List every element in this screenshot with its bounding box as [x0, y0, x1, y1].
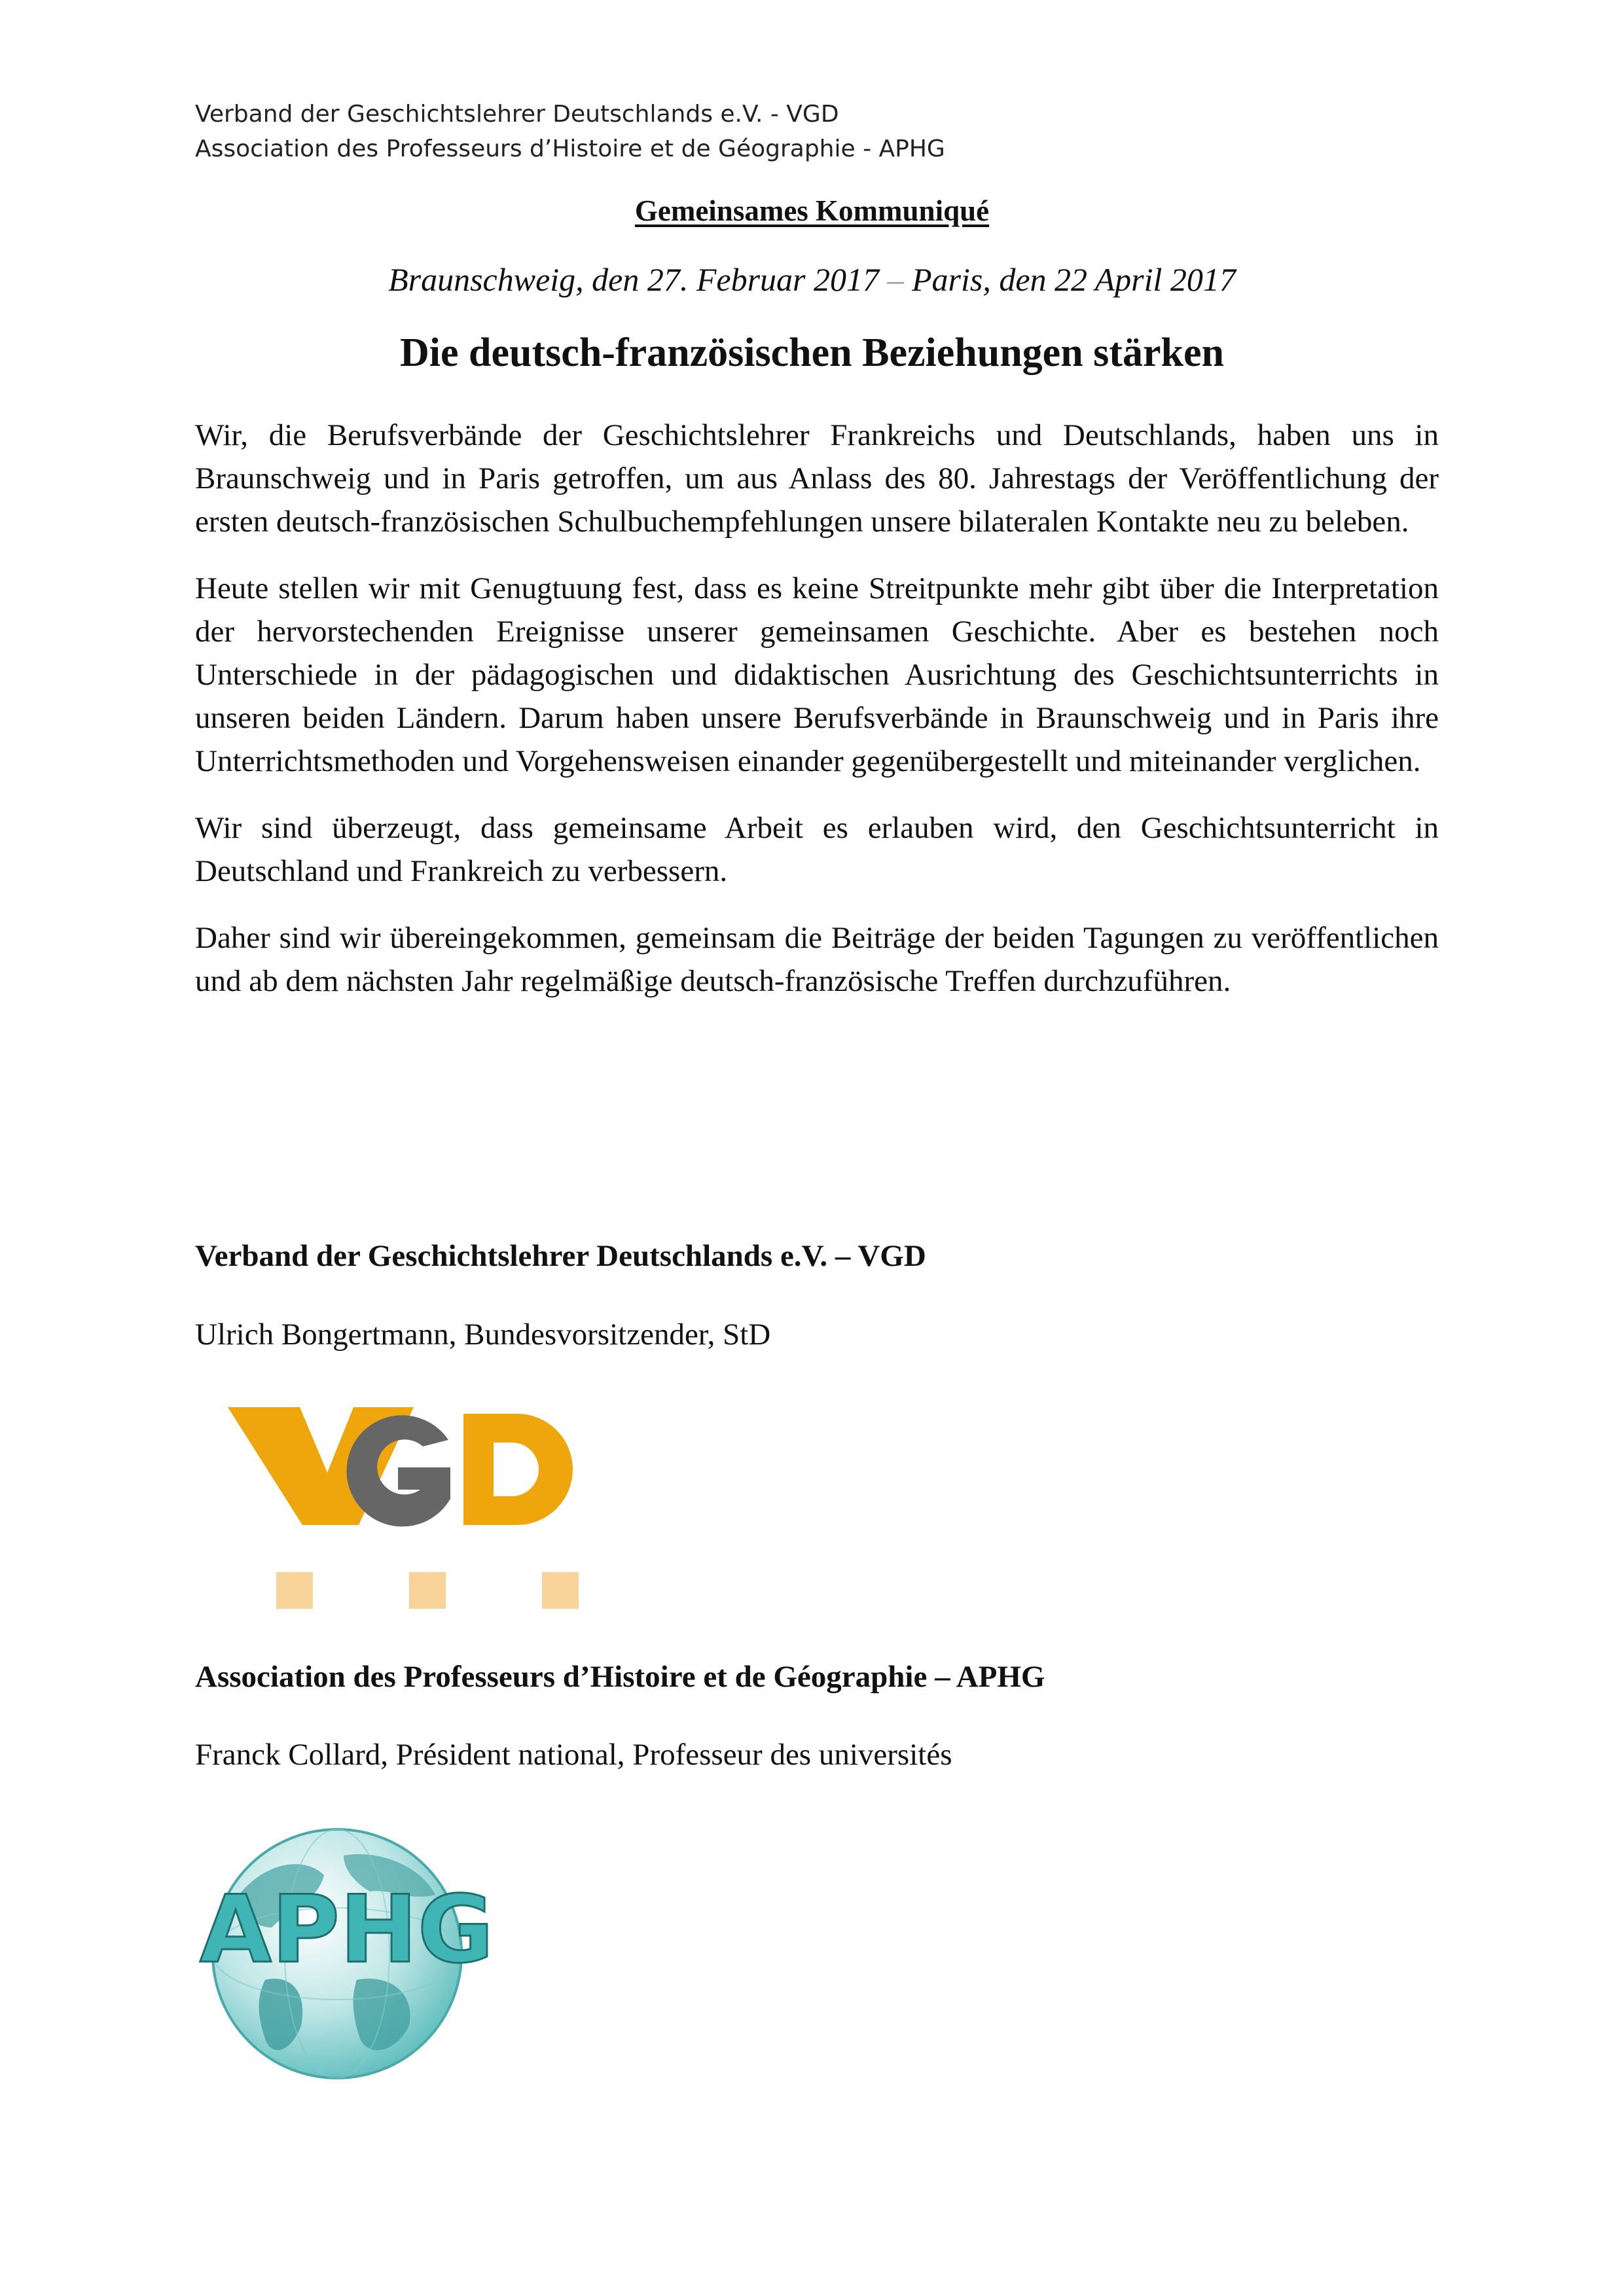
- letterhead: [195, 97, 1439, 166]
- vgd-logo: [223, 1401, 615, 1610]
- aphg-org-name: Association des Professeurs d’Histoire et de Géographie – APHG: [195, 1660, 1045, 1694]
- paragraph: Daher sind wir übereingekommen, gemeinsam die Beiträge der beiden Tagungen zu veröffentlichen und ab dem nächsten Jahr regelmäßige deutsch-französische Treffen durchzuführen.: [195, 921, 1439, 998]
- paragraph: Wir sind überzeugt, dass gemeinsame Arbeit es erlauben wird, den Geschichtsunterricht in Deutschland und Frankreich zu verbessern.: [195, 811, 1439, 888]
- dateline-separator: –: [887, 261, 904, 298]
- dateline-paris: Paris, den 22 April 2017: [912, 261, 1236, 298]
- communique-body: [195, 414, 1439, 1026]
- aphg-logo: [193, 1816, 507, 2091]
- aphg-logo-graphic: [193, 1816, 507, 2091]
- paragraph: Wir, die Berufsverbände der Geschichtslehrer Frankreichs und Deutschlands, haben uns in Braunschweig und in Paris getroffen, um aus Anlass des 80. Jahrestags der Veröffentlichung der ersten deutsch-französischen Schulbuchempfehlungen unsere bilateralen Kontakte neu zu beleben.: [195, 418, 1439, 539]
- dateline-braunschweig: Braunschweig, den 27. Februar 2017: [388, 261, 879, 298]
- paragraph: Heute stellen wir mit Genugtuung fest, dass es keine Streitpunkte mehr gibt über die Interpretation der hervorstechenden Ereignisse unserer gemeinsamen Geschichte. Aber es bestehen noch Unterschiede in der pädagogischen und didaktischen Ausrichtung des Geschichtsunterrichts in unseren beiden Ländern. Darum haben unsere Berufsverbände in Braunschweig und in Paris ihre Unterrichtsmethoden und Vorgehensweisen einander gegenübergestellt und miteinander verglichen.: [195, 571, 1439, 778]
- document-headline: Die deutsch-französischen Beziehungen stärken: [400, 331, 1224, 375]
- vgd-logo-graphic: [223, 1401, 615, 1610]
- vgd-org-name: Verband der Geschichtslehrer Deutschlands e.V. – VGD: [195, 1239, 926, 1273]
- letterhead-line-vgd: Verband der Geschichtslehrer Deutschlands e.V. - VGD: [195, 101, 839, 128]
- aphg-signatory: Franck Collard, Président national, Professeur des universités: [195, 1738, 952, 1772]
- document-subject: Gemeinsames Kommuniqué: [634, 194, 990, 227]
- dateline: [0, 260, 1624, 298]
- letterhead-line-aphg: Association des Professeurs d’Histoire et de Géographie - APHG: [195, 135, 945, 162]
- vgd-signatory: Ulrich Bongertmann, Bundesvorsitzender, StD: [195, 1318, 771, 1352]
- aphg-logo-lettering: APHG: [200, 1876, 494, 1984]
